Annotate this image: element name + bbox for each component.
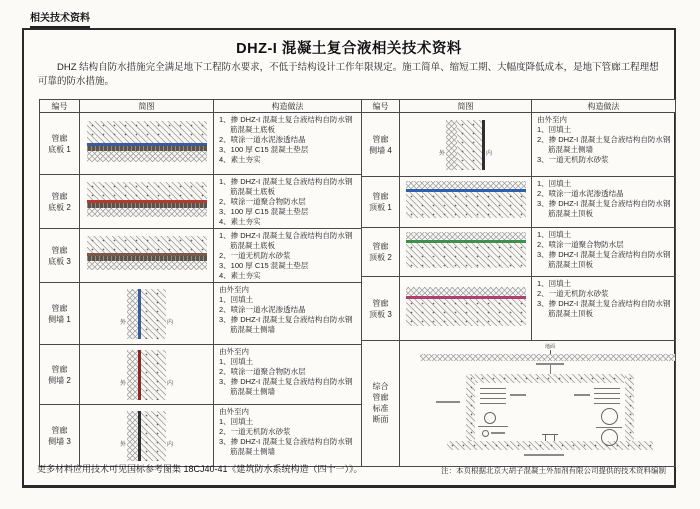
row-code: 管廊 顶板 2 bbox=[362, 228, 400, 277]
document-frame bbox=[22, 28, 676, 488]
small-pipe-icon bbox=[482, 430, 489, 437]
backfill-hatch bbox=[406, 232, 526, 240]
slab-bottom-diagram bbox=[80, 175, 214, 229]
annotation-mark bbox=[510, 394, 526, 396]
wall-diagram bbox=[400, 113, 532, 177]
table-header-row bbox=[362, 100, 676, 113]
annotation-mark bbox=[536, 363, 564, 365]
footer bbox=[37, 462, 666, 476]
backfill-hatch bbox=[446, 120, 457, 170]
inside-label: 内 bbox=[167, 380, 174, 387]
drain-pipe-icon bbox=[601, 408, 618, 425]
header-method: 构造做法 bbox=[214, 100, 362, 113]
row-code: 管廊 顶板 3 bbox=[362, 277, 400, 341]
table-row bbox=[40, 175, 362, 229]
row-code: 管廊 底板 3 bbox=[40, 229, 80, 283]
outside-label: 外 bbox=[119, 319, 126, 326]
page-title: DHZ-I 混凝土复合液相关技术资料 bbox=[236, 41, 462, 57]
concrete-slab-hatch bbox=[87, 182, 207, 200]
annotation-mark bbox=[491, 432, 505, 434]
table-row bbox=[40, 229, 362, 283]
header-method: 构造做法 bbox=[532, 100, 676, 113]
table-row bbox=[40, 345, 362, 405]
row-code: 管廊 侧墙 3 bbox=[40, 405, 80, 467]
water-pipe-icon bbox=[484, 412, 496, 424]
pipe-shelf bbox=[478, 426, 508, 427]
rammed-soil-hatch bbox=[87, 208, 207, 217]
backfill-hatch bbox=[406, 181, 526, 189]
concrete-slab-hatch bbox=[87, 121, 207, 143]
header-diagram: 简图 bbox=[400, 100, 532, 113]
inside-label: 内 bbox=[486, 150, 493, 157]
right-construction-table bbox=[361, 99, 676, 467]
ground-hatch bbox=[420, 354, 676, 361]
outside-label: 外 bbox=[438, 150, 445, 157]
concrete-wall-hatch bbox=[457, 120, 482, 170]
cable-tray-right-icon bbox=[594, 388, 620, 404]
header-diagram: 简图 bbox=[80, 100, 214, 113]
intro-paragraph: DHZ 结构自防水措施完全满足地下工程防水要求，不低于结构设计工作年限规定。施工简单、缩短工期、大幅度降低成本，是地下管廊工程理想可靠的防水措施。 bbox=[38, 62, 659, 87]
table-row bbox=[40, 405, 362, 467]
table-header-row bbox=[40, 100, 362, 113]
tunnel-right-wall bbox=[625, 374, 634, 442]
row-code: 综合 管廊 标准 断面 bbox=[362, 340, 400, 466]
method-cell: 由外至内 1、回填土 2、喷涂一道聚合物防水层 3、掺 DHZ-I 混凝土复合液结构自防水钢筋混凝土侧墙 bbox=[214, 345, 362, 405]
method-cell: 1、掺 DHZ-I 混凝土复合液结构自防水钢筋混凝土底板 2、一道无机防水砂浆 3、100 厚 C15 混凝土垫层 4、素土夯实 bbox=[214, 229, 362, 283]
backfill-hatch bbox=[406, 287, 526, 296]
row-code: 管廊 顶板 1 bbox=[362, 176, 400, 227]
header-code: 编号 bbox=[40, 100, 80, 113]
pipe-support-icon bbox=[542, 434, 558, 441]
table-row bbox=[40, 283, 362, 345]
inside-label: 内 bbox=[167, 319, 174, 326]
outside-label: 外 bbox=[119, 441, 126, 448]
rammed-soil-hatch bbox=[87, 261, 207, 270]
concrete-wall-hatch bbox=[141, 350, 166, 400]
pipe-shelf bbox=[596, 427, 622, 428]
outside-label: 外 bbox=[119, 380, 126, 387]
annotation-mark bbox=[436, 401, 460, 403]
construction-tables bbox=[39, 99, 676, 467]
page-corner-label: 相关技术资料 bbox=[30, 9, 90, 28]
method-cell: 1、回填土 2、喷涂一道聚合物防水层 3、掺 DHZ-I 混凝土复合液结构自防水钢筋混凝土顶板 bbox=[532, 228, 676, 277]
slab-top-diagram bbox=[400, 277, 532, 341]
slab-top-diagram bbox=[400, 228, 532, 277]
inside-label: 内 bbox=[167, 441, 174, 448]
slab-top-diagram bbox=[400, 176, 532, 227]
wall-diagram bbox=[80, 405, 214, 467]
table-row bbox=[362, 228, 676, 277]
wall-diagram bbox=[80, 283, 214, 345]
method-cell: 1、掺 DHZ-I 混凝土复合液结构自防水钢筋混凝土底板 2、喷涂一道水泥渗透结晶 3、100 厚 C15 混凝土垫层 4、素土夯实 bbox=[214, 113, 362, 175]
cross-section-diagram bbox=[400, 340, 676, 466]
tunnel-bottom-slab bbox=[447, 441, 653, 450]
concrete-wall-hatch bbox=[141, 411, 166, 461]
slab-bottom-diagram bbox=[80, 113, 214, 175]
tunnel-structure bbox=[466, 374, 634, 450]
footer-note: 更多材料应用技术可见国标参考图集 18CJ40-41《建筑防水系统构造（四十一）》。 bbox=[37, 464, 363, 474]
annotation-mark bbox=[574, 394, 590, 396]
row-code: 管廊 底板 2 bbox=[40, 175, 80, 229]
section-row bbox=[362, 340, 676, 466]
header-code: 编号 bbox=[362, 100, 400, 113]
table-row bbox=[362, 113, 676, 177]
method-cell: 由外至内 1、回填土 2、喷涂一道水泥渗透结晶 3、掺 DHZ-I 混凝土复合液结构自防水钢筋混凝土侧墙 bbox=[214, 283, 362, 345]
wall-diagram bbox=[80, 345, 214, 405]
row-code: 管廊 侧墙 2 bbox=[40, 345, 80, 405]
method-cell: 1、回填土 2、喷涂一道水泥渗透结晶 3、掺 DHZ-I 混凝土复合液结构自防水钢筋混凝土顶板 bbox=[532, 176, 676, 227]
annotation-mark bbox=[524, 454, 564, 456]
table-row bbox=[40, 113, 362, 175]
ground-level-label: 地面 bbox=[544, 344, 555, 351]
row-code: 管廊 底板 1 bbox=[40, 113, 80, 175]
table-row bbox=[362, 176, 676, 227]
left-construction-table bbox=[39, 99, 362, 467]
concrete-slab-hatch bbox=[87, 236, 207, 253]
table-row bbox=[362, 277, 676, 341]
tunnel-left-wall bbox=[466, 374, 475, 442]
method-cell: 1、回填土 2、一道无机防水砂浆 3、掺 DHZ-I 混凝土复合液结构自防水钢筋混凝土顶板 bbox=[532, 277, 676, 341]
concrete-slab-hatch bbox=[406, 192, 526, 218]
cable-tray-left-icon bbox=[480, 388, 506, 404]
rammed-soil-hatch bbox=[87, 151, 207, 162]
concrete-slab-hatch bbox=[406, 243, 526, 268]
concrete-slab-hatch bbox=[406, 299, 526, 326]
method-cell: 由外至内 1、回填土 2、掺 DHZ-I 混凝土复合液结构自防水钢筋混凝土侧墙 3、一道无机防水砂浆 bbox=[532, 113, 676, 177]
leader-line bbox=[550, 365, 551, 374]
tunnel-top-slab bbox=[466, 374, 634, 383]
row-code: 管廊 侧墙 4 bbox=[362, 113, 400, 177]
backfill-hatch bbox=[127, 289, 138, 339]
concrete-wall-hatch bbox=[141, 289, 166, 339]
backfill-hatch bbox=[127, 350, 138, 400]
method-cell: 由外至内 1、回填土 2、一道无机防水砂浆 3、掺 DHZ-I 混凝土复合液结构自防水钢筋混凝土侧墙 bbox=[214, 405, 362, 467]
row-code: 管廊 侧墙 1 bbox=[40, 283, 80, 345]
footer-remark: 注：本页根据北京大胡子混凝土外加剂有限公司提供的技术资料编制 bbox=[441, 466, 666, 475]
method-cell: 1、掺 DHZ-I 混凝土复合液结构自防水钢筋混凝土底板 2、喷涂一道聚合物防水层 3、100 厚 C15 混凝土垫层 4、素土夯实 bbox=[214, 175, 362, 229]
backfill-hatch bbox=[127, 411, 138, 461]
slab-bottom-diagram bbox=[80, 229, 214, 283]
